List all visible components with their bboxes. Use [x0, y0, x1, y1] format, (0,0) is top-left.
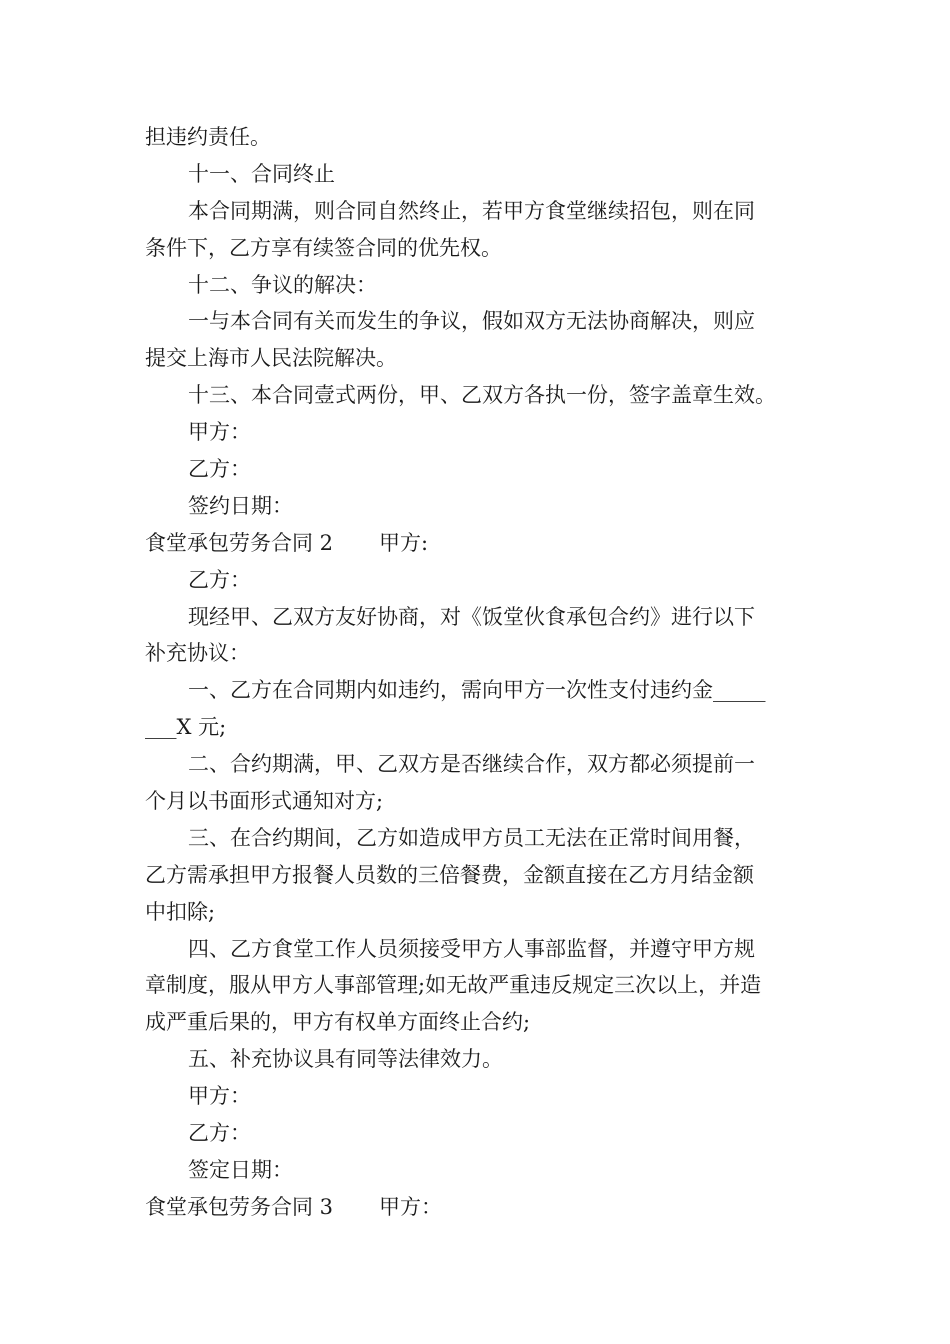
- text-line: 个月以书面形式通知对方;: [145, 789, 384, 814]
- text-line: 本合同期满，则合同自然终止，若甲方食堂继续招包，则在同: [188, 198, 755, 223]
- contract-title: 食堂承包劳务合同 3: [145, 1194, 334, 1219]
- section-heading: 十二、争议的解决：: [188, 272, 377, 297]
- party-a-label: 甲方：: [379, 1194, 443, 1219]
- text-line: 条件下，乙方享有续签合同的优先权。: [145, 235, 502, 260]
- text-line: 成严重后果的，甲方有权单方面终止合约;: [145, 1010, 531, 1035]
- text-line: 担违约责任。: [145, 125, 271, 149]
- text-line: 现经甲、乙双方友好协商，对《饭堂伙食承包合约》进行以下: [188, 604, 755, 629]
- clause-line: 二、合约期满，甲、乙双方是否继续合作，双方都必须提前一: [188, 752, 755, 777]
- text-line: 中扣除;: [145, 899, 216, 924]
- text-line: ___X 元;: [145, 715, 227, 740]
- document-body: [145, 119, 810, 1226]
- section-heading: 十三、本合同壹式两份，甲、乙双方各执一份，签字盖章生效。: [188, 383, 776, 408]
- text-line: 章制度，服从甲方人事部管理;如无故严重违反规定三次以上，并造: [145, 973, 762, 998]
- text-line: 提交上海市人民法院解决。: [145, 346, 397, 371]
- clause-line: 四、乙方食堂工作人员须接受甲方人事部监督，并遵守甲方规: [188, 936, 755, 961]
- signature-party-b: 乙方：: [188, 457, 251, 482]
- clause-line: 一、乙方在合同期内如违约，需向甲方一次性支付违约金_____: [188, 678, 766, 703]
- signature-date: 签定日期：: [188, 1157, 293, 1182]
- party-a-label: 甲方:: [379, 530, 429, 555]
- signature-party-b: 乙方：: [188, 1121, 251, 1146]
- text-line: 乙方需承担甲方报餐人员数的三倍餐费，金额直接在乙方月结金额: [145, 862, 754, 887]
- clause-line: 五、补充协议具有同等法律效力。: [188, 1047, 503, 1072]
- clause-line: 三、在合约期间，乙方如造成甲方员工无法在正常时间用餐，: [188, 825, 755, 850]
- signature-party-a: 甲方：: [188, 1084, 251, 1109]
- text-line: 补充协议：: [145, 641, 250, 666]
- text-line: 一与本合同有关而发生的争议，假如双方无法协商解决，则应: [188, 309, 755, 334]
- signature-party-a: 甲方：: [188, 420, 251, 445]
- section-heading: 十一、合同终止: [188, 161, 335, 186]
- contract-title-line: [145, 525, 810, 562]
- signature-date: 签约日期：: [188, 493, 293, 518]
- contract-title-line: [145, 1189, 810, 1226]
- party-b-label: 乙方：: [188, 567, 251, 592]
- contract-title: 食堂承包劳务合同 2: [145, 530, 334, 555]
